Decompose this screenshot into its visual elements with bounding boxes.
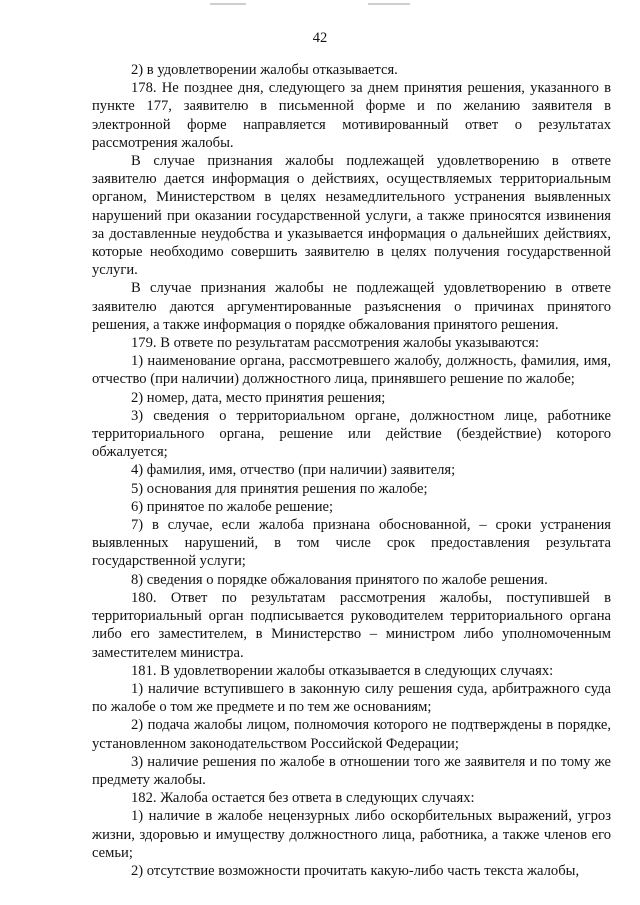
paragraph: 8) сведения о порядке обжалования принятого по жалобе решения. — [131, 571, 548, 588]
paragraph: В случае признания жалобы не подлежащей удовлетворению в ответе заявителю даются аргументированные разъяснения о причинах принятого решения, а также информация о порядке обжалования принятого решения. — [92, 280, 611, 333]
paragraph: 1) наименование органа, рассмотревшего жалобу, должность, фамилия, имя, отчество (при наличии) должностного лица, принявшего решение по жалобе; — [92, 353, 611, 388]
paragraph: 4) фамилия, имя, отчество (при наличии) заявителя; — [131, 462, 456, 479]
document-body — [92, 61, 611, 880]
paragraph: 3) наличие решения по жалобе в отношении того же заявителя и по тому же предмету жалобы. — [92, 753, 611, 788]
paragraph: 182. Жалоба остается без ответа в следующих случаях: — [131, 790, 475, 807]
paragraph: В случае признания жалобы подлежащей удовлетворению в ответе заявителю дается информация о действиях, осуществляемых территориальным органом, Министерством в целях незамедлительного устранения выявленных нарушений при оказании государственной услуги, а также приносятся извинения за доставленные неудобства и указывается информация о дальнейших действиях, которые необходимо совершить заявителю в целях получения государственной услуги. — [92, 153, 611, 279]
paragraph: 3) сведения о территориальном органе, должностном лице, работнике территориального органа, решение или действие (бездействие) которого обжалуется; — [92, 407, 611, 461]
paragraph: 2) в удовлетворении жалобы отказывается. — [131, 62, 398, 78]
paragraph: 180. Ответ по результатам рассмотрения жалобы, поступившей в территориальный орган подписывается руководителем территориального органа либо его заместителем, в Министерство – министром либо уполномоченным заместителем министра. — [92, 589, 611, 661]
paragraph: 178. Не позднее дня, следующего за днем принятия решения, указанного в пункте 177, заявителю в письменной форме и по желанию заявителя в электронной форме направляется мотивированный ответ о результатах рассмотрения жалобы. — [92, 80, 611, 151]
paragraph: 6) принятое по жалобе решение; — [131, 498, 334, 515]
paragraph: 179. В ответе по результатам рассмотрения жалобы указываются: — [131, 335, 540, 352]
paragraph: 2) номер, дата, место принятия решения; — [131, 389, 386, 406]
scan-artifact — [368, 3, 410, 5]
paragraph: 1) наличие вступившего в законную силу решения суда, арбитражного суда по жалобе о том же предмете и по тем же основаниям; — [92, 680, 611, 716]
paragraph: 181. В удовлетворении жалобы отказывается в следующих случаях: — [131, 662, 554, 679]
paragraph: 7) в случае, если жалоба признана обоснованной, – сроки устранения выявленных нарушений, в том числе срок предоставления результата государственной услуги; — [92, 517, 611, 570]
paragraph: 1) наличие в жалобе нецензурных либо оскорбительных выражений, угроз жизни, здоровью и имуществу должностного лица, работника, а также членов его семьи; — [92, 808, 611, 861]
paragraph: 2) отсутствие возможности прочитать какую-либо часть текста жалобы, — [131, 862, 580, 879]
paragraph: 2) подача жалобы лицом, полномочия которого не подтверждены в порядке, установленном законодательством Российской Федерации; — [92, 717, 611, 752]
page-number: 42 — [312, 30, 328, 46]
paragraph: 5) основания для принятия решения по жалобе; — [131, 480, 428, 497]
scan-artifact — [210, 3, 246, 5]
